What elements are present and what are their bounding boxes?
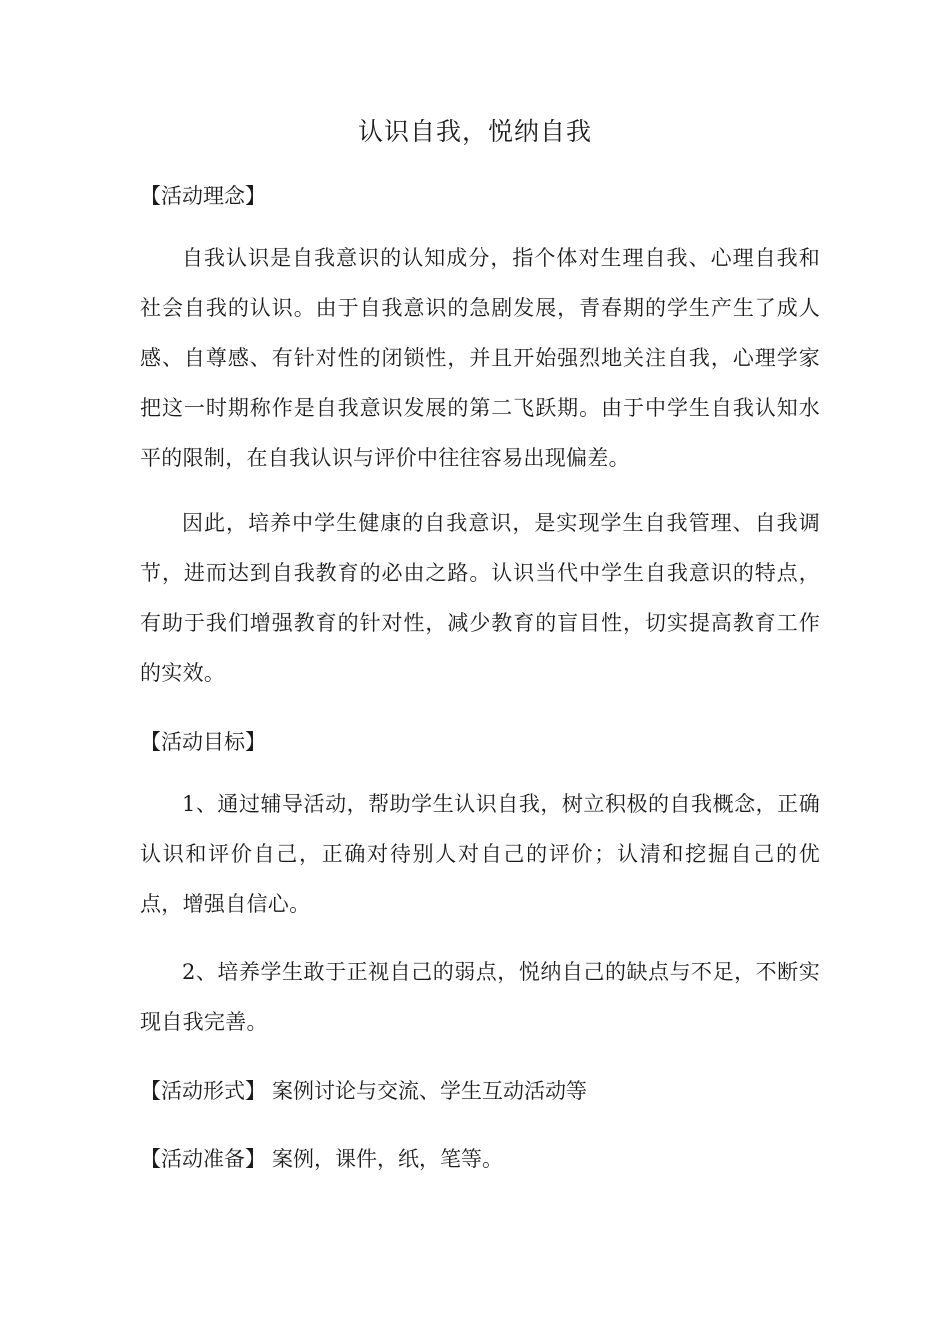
section-form bbox=[140, 1075, 587, 1107]
concept-paragraph-2: 因此，培养中学生健康的自我意识，是实现学生自我管理、自我调节，进而达到自我教育的必由之路。认识当代中学生自我意识的特点，有助于我们增强教育的针对性，减少教育的盲目性，切实提高教育工作的实效。 bbox=[140, 511, 820, 685]
form-text: 案例讨论与交流、学生互动活动等 bbox=[272, 1079, 587, 1103]
section-heading-goals: 【活动目标】 bbox=[140, 730, 266, 754]
concept-paragraph-1: 自我认识是自我意识的认知成分，指个体对生理自我、心理自我和社会自我的认识。由于自我意识的急剧发展，青春期的学生产生了成人感、自尊感、有针对性的闭锁性，并且开始强烈地关注自我，心理学家把这一时期称作是自我意识发展的第二飞跃期。由于中学生自我认知水平的限制，在自我认识与评价中往往容易出现偏差。 bbox=[140, 246, 820, 470]
preparation-text: 案例，课件，纸，笔等。 bbox=[272, 1147, 503, 1171]
section-heading-preparation: 【活动准备】 bbox=[140, 1147, 266, 1171]
goal-item-1: 1、通过辅导活动，帮助学生认识自我，树立积极的自我概念，正确认识和评价自己，正确对待别人对自己的评价；认清和挖掘自己的优点，增强自信心。 bbox=[140, 792, 820, 916]
section-heading-form: 【活动形式】 bbox=[140, 1079, 266, 1103]
document-title: 认识自我，悦纳自我 bbox=[357, 117, 592, 146]
section-heading-concept: 【活动理念】 bbox=[140, 184, 266, 208]
goal-item-2: 2、培养学生敢于正视自己的弱点，悦纳自己的缺点与不足，不断实现自我完善。 bbox=[140, 960, 820, 1034]
section-preparation bbox=[140, 1143, 503, 1175]
